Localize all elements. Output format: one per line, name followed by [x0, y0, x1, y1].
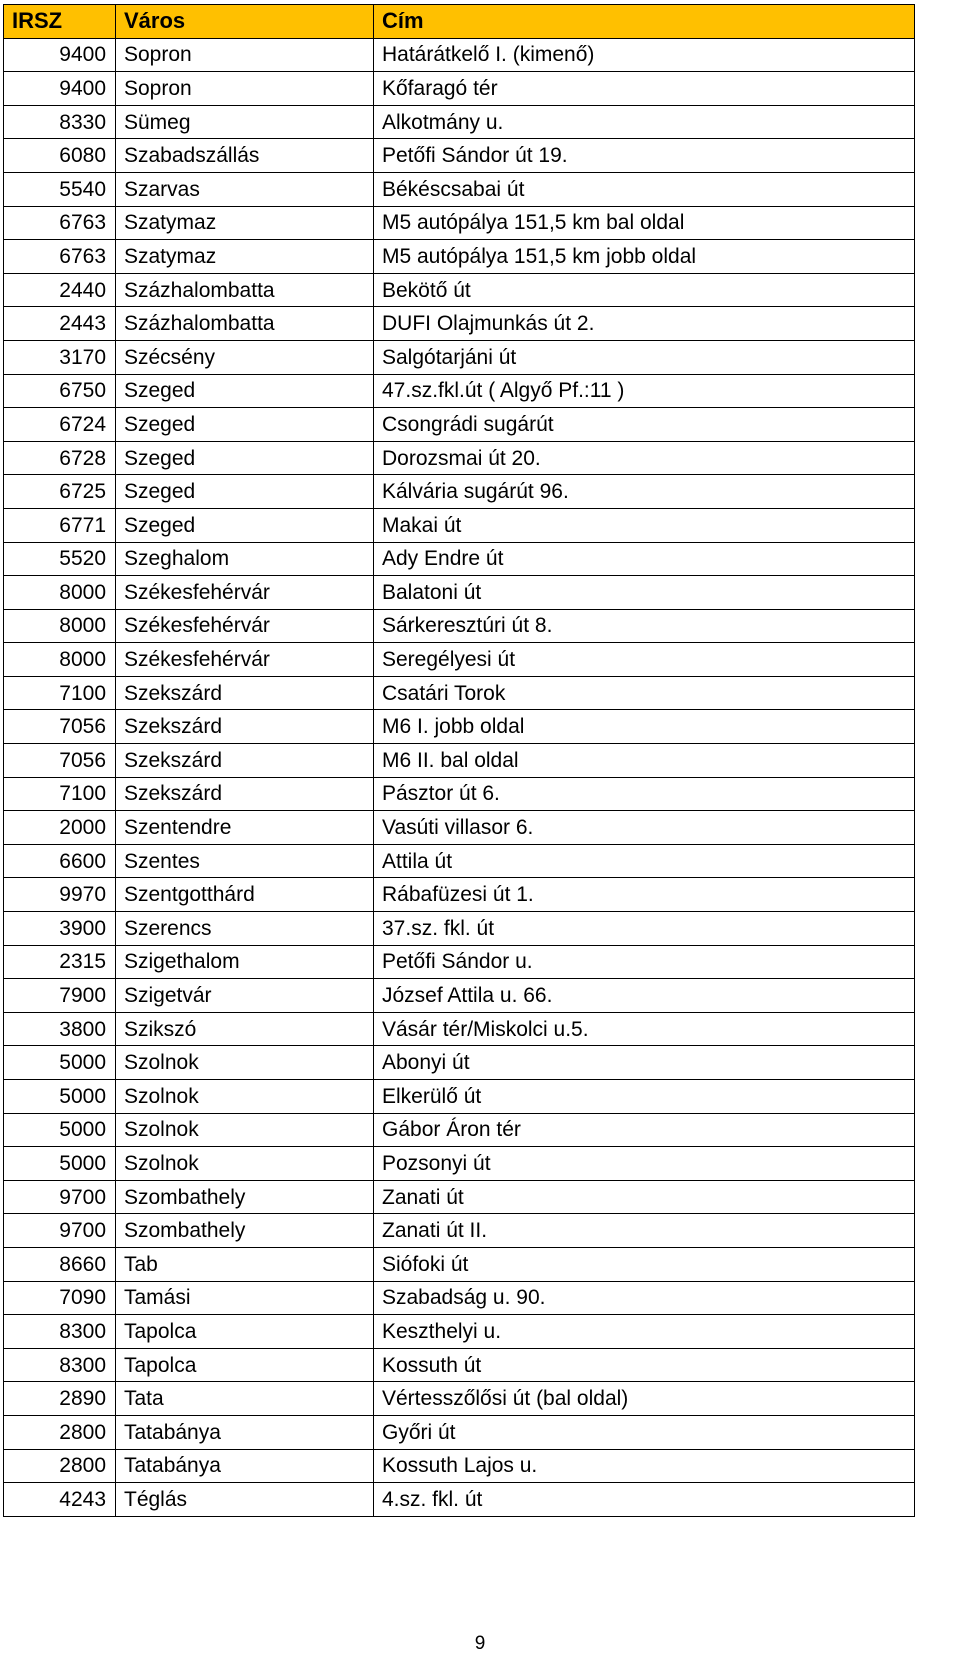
cell-cim: 37.sz. fkl. út [374, 912, 915, 946]
cell-varos: Szeged [116, 408, 374, 442]
cell-cim: Keszthelyi u. [374, 1315, 915, 1349]
header-row [4, 5, 915, 39]
cell-cim: Kálvária sugárút 96. [374, 475, 915, 509]
table-row [4, 508, 915, 542]
cell-varos: Szeged [116, 475, 374, 509]
table-row [4, 1113, 915, 1147]
cell-cim: Kossuth Lajos u. [374, 1449, 915, 1483]
cell-varos: Szigetvár [116, 979, 374, 1013]
cell-cim: Alkotmány u. [374, 105, 915, 139]
table-row [4, 172, 915, 206]
cell-irsz: 2000 [4, 811, 116, 845]
cell-irsz: 6728 [4, 441, 116, 475]
table-row [4, 72, 915, 106]
cell-irsz: 6600 [4, 844, 116, 878]
cell-irsz: 2315 [4, 945, 116, 979]
table-row [4, 1315, 915, 1349]
cell-irsz: 6750 [4, 374, 116, 408]
cell-irsz: 2440 [4, 273, 116, 307]
cell-cim: Zanati út II. [374, 1214, 915, 1248]
table-row [4, 1247, 915, 1281]
cell-irsz: 2890 [4, 1382, 116, 1416]
cell-cim: M5 autópálya 151,5 km jobb oldal [374, 240, 915, 274]
cell-varos: Szentes [116, 844, 374, 878]
table-row [4, 139, 915, 173]
table-row [4, 1080, 915, 1114]
table-row [4, 777, 915, 811]
cell-irsz: 7900 [4, 979, 116, 1013]
cell-cim: Siófoki út [374, 1247, 915, 1281]
cell-varos: Téglás [116, 1483, 374, 1517]
table-row [4, 710, 915, 744]
cell-cim: Petőfi Sándor út 19. [374, 139, 915, 173]
cell-cim: Kossuth út [374, 1348, 915, 1382]
table-row [4, 744, 915, 778]
cell-cim: Vásár tér/Miskolci u.5. [374, 1012, 915, 1046]
cell-cim: Dorozsmai út 20. [374, 441, 915, 475]
cell-irsz: 8000 [4, 576, 116, 610]
cell-varos: Szolnok [116, 1080, 374, 1114]
cell-irsz: 2800 [4, 1449, 116, 1483]
cell-irsz: 7056 [4, 710, 116, 744]
cell-irsz: 8660 [4, 1247, 116, 1281]
table-row [4, 374, 915, 408]
cell-cim: 47.sz.fkl.út ( Algyő Pf.:11 ) [374, 374, 915, 408]
cell-irsz: 8330 [4, 105, 116, 139]
cell-irsz: 2443 [4, 307, 116, 341]
table-row [4, 1180, 915, 1214]
cell-irsz: 8000 [4, 643, 116, 677]
cell-varos: Szécsény [116, 340, 374, 374]
cell-cim: Pozsonyi út [374, 1147, 915, 1181]
table-row [4, 1449, 915, 1483]
column-header-irsz: IRSZ [4, 5, 116, 39]
cell-irsz: 9700 [4, 1214, 116, 1248]
table-row [4, 105, 915, 139]
cell-varos: Százhalombatta [116, 307, 374, 341]
cell-irsz: 3170 [4, 340, 116, 374]
cell-varos: Szekszárd [116, 777, 374, 811]
cell-varos: Tatabánya [116, 1449, 374, 1483]
table-row [4, 576, 915, 610]
table-header [4, 5, 915, 39]
cell-varos: Tata [116, 1382, 374, 1416]
table-row [4, 408, 915, 442]
cell-varos: Szombathely [116, 1214, 374, 1248]
cell-cim: Rábafüzesi út 1. [374, 878, 915, 912]
table-row [4, 1147, 915, 1181]
cell-cim: M6 II. bal oldal [374, 744, 915, 778]
cell-varos: Székesfehérvár [116, 576, 374, 610]
cell-cim: Győri út [374, 1415, 915, 1449]
cell-cim: Határátkelő I. (kimenő) [374, 38, 915, 72]
cell-varos: Szabadszállás [116, 139, 374, 173]
table-row [4, 38, 915, 72]
page-number: 9 [474, 1633, 486, 1654]
cell-varos: Tapolca [116, 1348, 374, 1382]
cell-cim: Békéscsabai út [374, 172, 915, 206]
table-row [4, 1415, 915, 1449]
cell-varos: Szentendre [116, 811, 374, 845]
column-header-varos: Város [116, 5, 374, 39]
cell-irsz: 5520 [4, 542, 116, 576]
cell-cim: Makai út [374, 508, 915, 542]
cell-varos: Tapolca [116, 1315, 374, 1349]
table-row [4, 844, 915, 878]
table-row [4, 945, 915, 979]
cell-cim: M5 autópálya 151,5 km bal oldal [374, 206, 915, 240]
table-row [4, 1382, 915, 1416]
cell-cim: Pásztor út 6. [374, 777, 915, 811]
address-table [3, 4, 915, 1517]
cell-varos: Szolnok [116, 1046, 374, 1080]
table-row [4, 811, 915, 845]
cell-varos: Szeghalom [116, 542, 374, 576]
cell-varos: Szentgotthárd [116, 878, 374, 912]
table-row [4, 643, 915, 677]
cell-irsz: 5000 [4, 1147, 116, 1181]
cell-cim: Attila út [374, 844, 915, 878]
cell-irsz: 6080 [4, 139, 116, 173]
cell-varos: Szeged [116, 374, 374, 408]
cell-cim: Abonyi út [374, 1046, 915, 1080]
cell-cim: DUFI Olajmunkás út 2. [374, 307, 915, 341]
table-row [4, 206, 915, 240]
table-row [4, 542, 915, 576]
table-body [4, 38, 915, 1516]
table-row [4, 340, 915, 374]
cell-cim: Balatoni út [374, 576, 915, 610]
cell-irsz: 2800 [4, 1415, 116, 1449]
cell-varos: Szombathely [116, 1180, 374, 1214]
cell-cim: M6 I. jobb oldal [374, 710, 915, 744]
cell-irsz: 7090 [4, 1281, 116, 1315]
cell-irsz: 5540 [4, 172, 116, 206]
cell-irsz: 6763 [4, 240, 116, 274]
cell-varos: Tab [116, 1247, 374, 1281]
cell-varos: Szatymaz [116, 206, 374, 240]
cell-varos: Szekszárd [116, 710, 374, 744]
table-row [4, 475, 915, 509]
cell-cim: Zanati út [374, 1180, 915, 1214]
column-header-cim: Cím [374, 5, 915, 39]
cell-cim: Csongrádi sugárút [374, 408, 915, 442]
table-row [4, 609, 915, 643]
cell-cim: 4.sz. fkl. út [374, 1483, 915, 1517]
cell-irsz: 6725 [4, 475, 116, 509]
cell-irsz: 8300 [4, 1348, 116, 1382]
cell-cim: Ady Endre út [374, 542, 915, 576]
table-row [4, 1214, 915, 1248]
cell-varos: Szeged [116, 441, 374, 475]
cell-irsz: 5000 [4, 1080, 116, 1114]
cell-varos: Tatabánya [116, 1415, 374, 1449]
cell-irsz: 7100 [4, 676, 116, 710]
cell-cim: Seregélyesi út [374, 643, 915, 677]
cell-irsz: 3900 [4, 912, 116, 946]
cell-cim: Gábor Áron tér [374, 1113, 915, 1147]
cell-varos: Sopron [116, 72, 374, 106]
cell-irsz: 9400 [4, 72, 116, 106]
cell-cim: Elkerülő út [374, 1080, 915, 1114]
cell-varos: Szarvas [116, 172, 374, 206]
cell-irsz: 5000 [4, 1113, 116, 1147]
cell-varos: Szeged [116, 508, 374, 542]
cell-cim: Salgótarjáni út [374, 340, 915, 374]
cell-varos: Szolnok [116, 1147, 374, 1181]
table-row [4, 979, 915, 1013]
cell-varos: Szolnok [116, 1113, 374, 1147]
table-row [4, 676, 915, 710]
table-row [4, 1012, 915, 1046]
cell-varos: Szikszó [116, 1012, 374, 1046]
cell-irsz: 3800 [4, 1012, 116, 1046]
cell-cim: Szabadság u. 90. [374, 1281, 915, 1315]
cell-irsz: 9970 [4, 878, 116, 912]
cell-cim: Csatári Torok [374, 676, 915, 710]
cell-irsz: 9700 [4, 1180, 116, 1214]
cell-irsz: 7100 [4, 777, 116, 811]
cell-irsz: 9400 [4, 38, 116, 72]
cell-irsz: 6763 [4, 206, 116, 240]
cell-cim: Sárkeresztúri út 8. [374, 609, 915, 643]
cell-cim: József Attila u. 66. [374, 979, 915, 1013]
cell-varos: Szekszárd [116, 676, 374, 710]
cell-varos: Sümeg [116, 105, 374, 139]
table-row [4, 878, 915, 912]
cell-cim: Vasúti villasor 6. [374, 811, 915, 845]
table-row [4, 307, 915, 341]
cell-varos: Székesfehérvár [116, 609, 374, 643]
table-row [4, 912, 915, 946]
cell-irsz: 5000 [4, 1046, 116, 1080]
table-row [4, 240, 915, 274]
cell-varos: Tamási [116, 1281, 374, 1315]
cell-irsz: 4243 [4, 1483, 116, 1517]
table-row [4, 1281, 915, 1315]
cell-irsz: 7056 [4, 744, 116, 778]
table-row [4, 273, 915, 307]
cell-cim: Petőfi Sándor u. [374, 945, 915, 979]
cell-cim: Vértesszőlősi út (bal oldal) [374, 1382, 915, 1416]
table-row [4, 1046, 915, 1080]
cell-varos: Szerencs [116, 912, 374, 946]
cell-varos: Szekszárd [116, 744, 374, 778]
table-row [4, 1348, 915, 1382]
cell-varos: Sopron [116, 38, 374, 72]
cell-varos: Százhalombatta [116, 273, 374, 307]
cell-irsz: 6724 [4, 408, 116, 442]
cell-cim: Kőfaragó tér [374, 72, 915, 106]
table-row [4, 441, 915, 475]
cell-irsz: 8300 [4, 1315, 116, 1349]
cell-irsz: 6771 [4, 508, 116, 542]
cell-varos: Szatymaz [116, 240, 374, 274]
cell-varos: Szigethalom [116, 945, 374, 979]
cell-irsz: 8000 [4, 609, 116, 643]
cell-varos: Székesfehérvár [116, 643, 374, 677]
table-row [4, 1483, 915, 1517]
cell-cim: Bekötő út [374, 273, 915, 307]
